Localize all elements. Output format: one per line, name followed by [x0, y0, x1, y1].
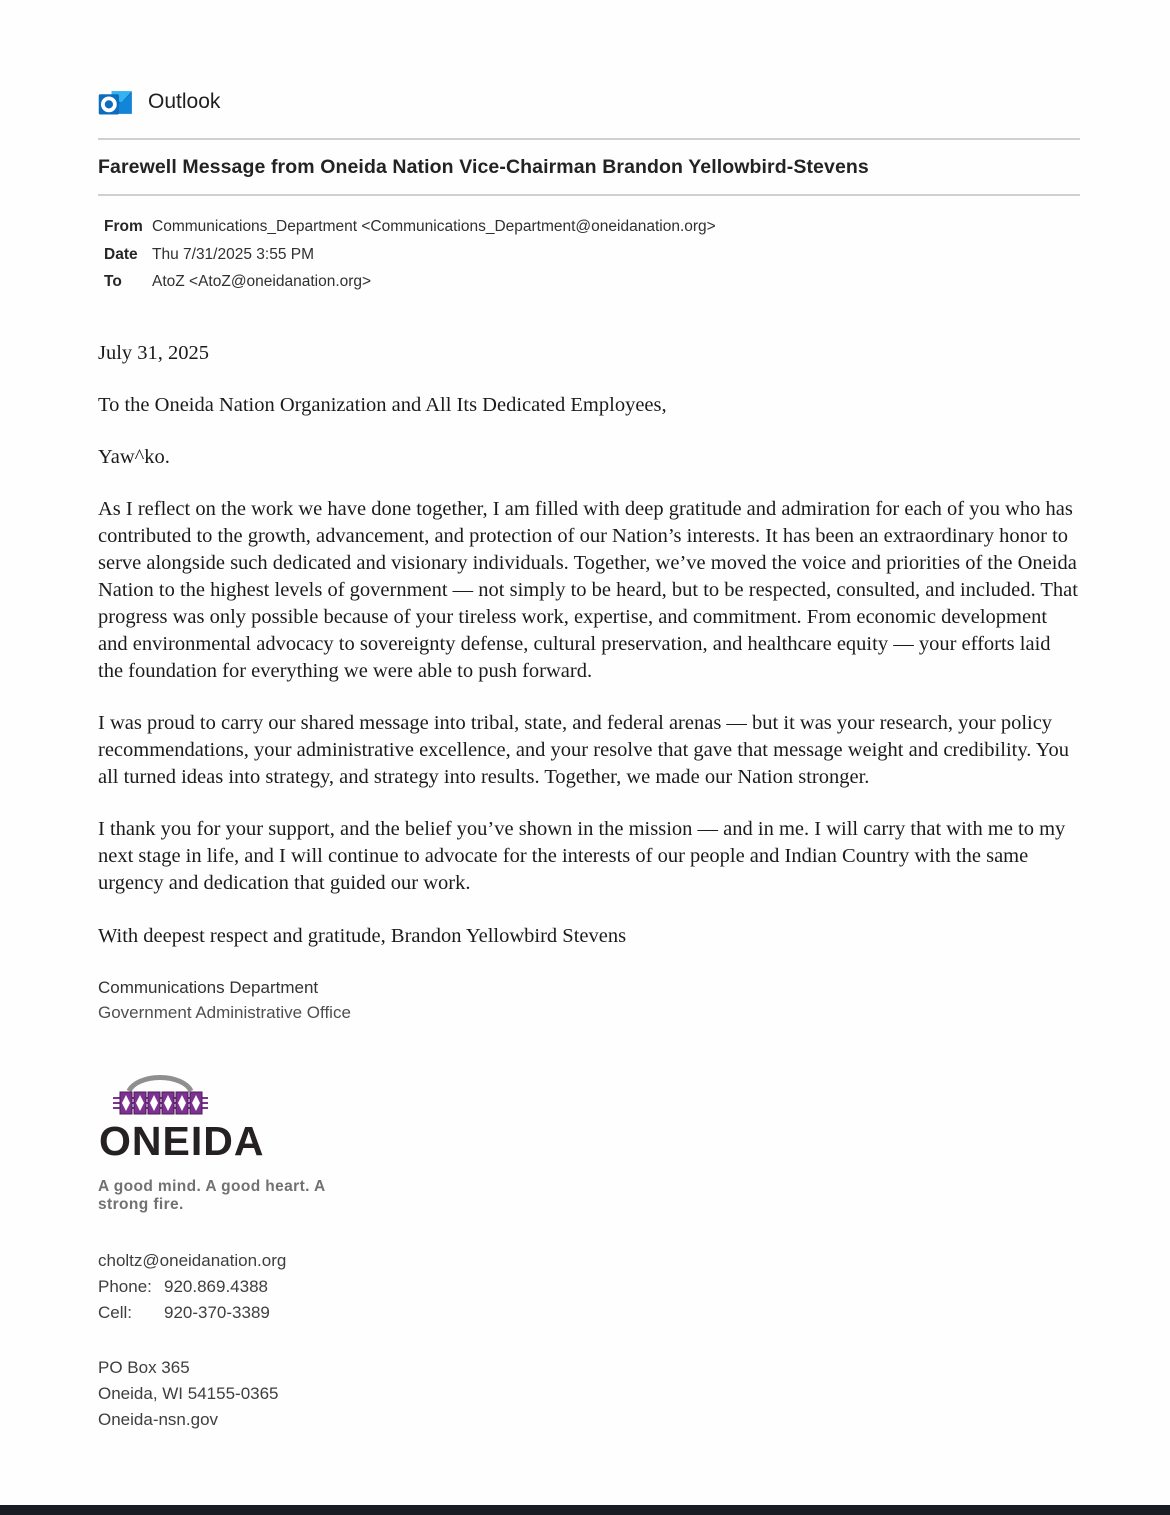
contact-block [98, 1248, 1080, 1327]
email-body [98, 340, 1080, 950]
from-label: From [104, 218, 143, 235]
meta-row-to [104, 273, 1080, 292]
address-po-box: PO Box 365 [98, 1357, 190, 1377]
contact-email: choltz@oneidanation.org [98, 1250, 287, 1270]
oneida-wordmark: ONEIDA [99, 1117, 265, 1161]
divider-subject [98, 194, 1080, 196]
signature-department: Communications Department [98, 977, 319, 997]
oneida-wampum-belt-icon [98, 1066, 348, 1161]
phone-label: Phone: [98, 1276, 152, 1296]
meta-row-from [104, 218, 1080, 237]
address-website: Oneida-nsn.gov [98, 1410, 219, 1430]
divider-top [98, 138, 1080, 140]
oneida-tagline: A good mind. A good heart. A strong fire. [98, 1177, 326, 1213]
date-label: Date [104, 245, 138, 263]
oneida-logo [98, 1066, 348, 1214]
email-subject: Farewell Message from Oneida Nation Vice-Chairman Brandon Yellowbird-Stevens [98, 156, 869, 178]
body-paragraph-3: I thank you for your support, and the belief you’ve shown in the mission — and in me. I will carry that with me to my next stage in life, and I will continue to advocate for the interests of our people and Indian Country with the same urgency and dedication that guided our work. [98, 818, 1066, 895]
from-value: Communications_Department <Communications_Department@oneidanation.org> [152, 218, 716, 235]
body-date-line: July 31, 2025 [98, 341, 210, 364]
contact-cell-row [98, 1300, 1080, 1326]
body-paragraph-2: I was proud to carry our shared message into tribal, state, and federal arenas — but it was your research, your policy recommendations, your administrative excellence, and your resolve that gave that message weight and credibility. You all turned ideas into strategy, and strategy into results. Together, we made our Nation stronger. [98, 712, 1069, 789]
outlook-brand-header [98, 84, 1080, 120]
body-greeting: Yaw^ko. [98, 445, 170, 468]
to-value: AtoZ <AtoZ@oneidanation.org> [152, 273, 372, 291]
signature-office: Government Administrative Office [98, 1003, 351, 1023]
body-salutation: To the Oneida Nation Organization and All Its Dedicated Employees, [98, 393, 667, 416]
meta-row-date [104, 246, 1080, 265]
body-paragraph-1: As I reflect on the work we have done together, I am filled with deep gratitude and admiration for each of you who has contributed to the growth, advancement, and protection of our Nation’s interests. It has been an extraordinary honor to serve alongside such dedicated and visionary individuals. Together, we’ve moved the voice and priorities of the Oneida Nation to the highest levels of government — not simply to be heard, but to be respected, consulted, and included. That progress was only possible because of your tireless work, expertise, and commitment. From economic development and environmental advocacy to sovereignty defense, cultural preservation, and healthcare equity — your efforts laid the foundation for everything we were able to push forward. [98, 497, 1078, 683]
address-block [98, 1355, 1080, 1434]
outlook-logo-icon [98, 86, 134, 119]
cell-number: 920-370-3389 [164, 1303, 270, 1323]
signature-block [98, 975, 1080, 1026]
cell-label: Cell: [98, 1303, 133, 1323]
phone-number: 920.869.4388 [164, 1276, 268, 1296]
address-city-state: Oneida, WI 54155-0365 [98, 1383, 279, 1403]
bottom-edge-bar [0, 1505, 1170, 1515]
date-value: Thu 7/31/2025 3:55 PM [152, 245, 315, 263]
outlook-brand-name: Outlook [148, 90, 221, 113]
email-meta-block [104, 218, 1080, 292]
contact-phone-row [98, 1274, 1080, 1300]
to-label: To [104, 273, 122, 291]
body-closing: With deepest respect and gratitude, Brandon Yellowbird Stevens [98, 924, 627, 947]
